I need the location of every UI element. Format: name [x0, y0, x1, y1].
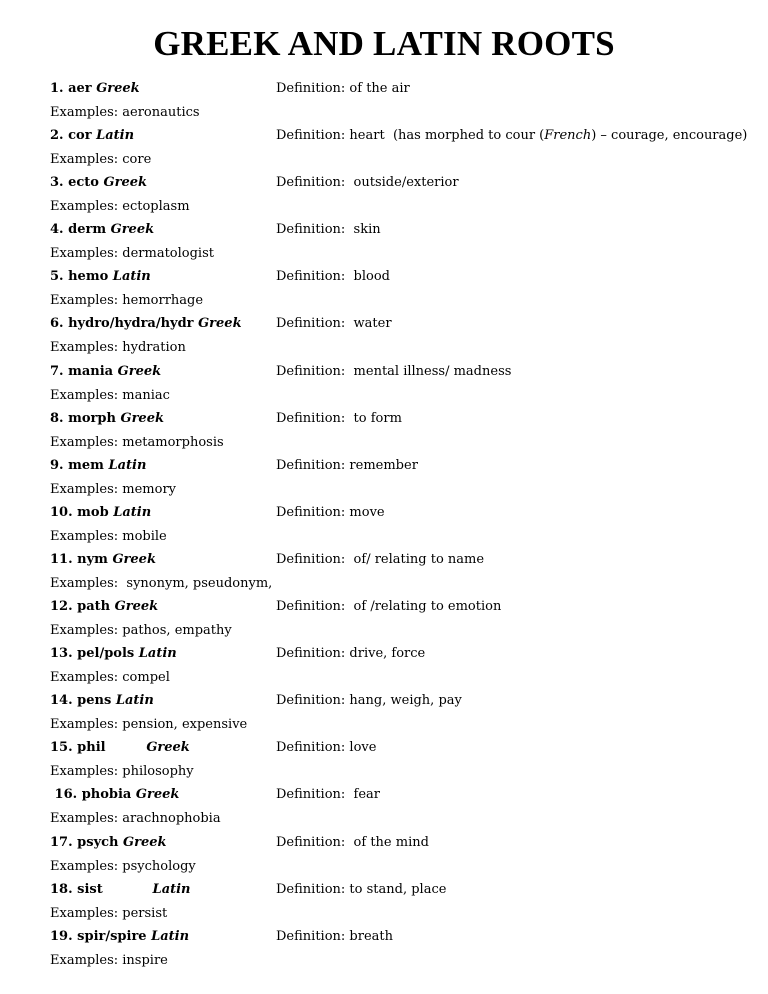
root-term — [50, 832, 167, 854]
definition-label: Definition: — [276, 410, 346, 426]
definition-label: Definition: — [276, 787, 346, 803]
definition — [276, 361, 511, 383]
examples-label: Examples: — [50, 952, 119, 968]
definition-label: Definition: — [276, 551, 346, 567]
definition-label: Definition: — [276, 504, 346, 520]
definition-text: of the mind — [349, 834, 429, 850]
examples — [50, 950, 168, 972]
examples-text: metamorphosis — [122, 434, 224, 450]
root-word: mem — [68, 457, 104, 473]
root-term — [50, 784, 179, 806]
examples-label: Examples: — [50, 340, 119, 356]
root-entry-header — [50, 596, 730, 618]
definition-text: love — [349, 740, 377, 756]
examples-label: Examples: — [50, 293, 119, 309]
entry-number: 3. — [50, 175, 64, 191]
examples-label: Examples: — [50, 152, 119, 168]
page-title: GREEK AND LATIN ROOTS — [153, 24, 615, 63]
root-word: derm — [68, 222, 107, 238]
root-language: Latin — [138, 646, 177, 662]
root-entry — [50, 408, 730, 455]
root-entry — [50, 596, 730, 643]
examples-text: philosophy — [122, 764, 194, 780]
root-entry — [50, 926, 730, 973]
definition-label: Definition: — [276, 457, 346, 473]
root-language: Latin — [151, 928, 190, 944]
root-language: Greek — [117, 363, 162, 379]
examples-text: aeronautics — [122, 105, 200, 120]
examples-label: Examples: — [50, 905, 119, 921]
examples-text: psychology — [122, 858, 196, 874]
definition — [276, 549, 484, 571]
definition-text: of /relating to emotion — [349, 599, 502, 615]
definition-label: Definition: — [276, 175, 346, 191]
root-entry-header — [50, 502, 730, 524]
definition-italic-text: French — [544, 128, 592, 144]
root-language: Greek — [135, 787, 180, 803]
definition-text: move — [349, 504, 385, 520]
root-word: mob — [77, 504, 109, 520]
examples-label: Examples: — [50, 246, 119, 262]
definition-label: Definition: — [276, 316, 346, 332]
examples-label: Examples: — [50, 434, 119, 450]
examples-text: core — [122, 152, 152, 168]
entry-number: 12. — [50, 599, 73, 615]
root-term — [50, 125, 134, 147]
examples-text: compel — [122, 670, 170, 686]
root-term — [50, 596, 158, 618]
examples — [50, 808, 221, 830]
root-language: Greek — [103, 175, 148, 191]
definition-text: of/ relating to name — [349, 551, 485, 567]
examples-label: Examples: — [50, 481, 119, 497]
root-term — [50, 690, 154, 712]
definition-label: Definition: — [276, 646, 346, 662]
entry-number: 2. — [50, 128, 64, 144]
root-entry — [50, 361, 730, 408]
examples — [50, 903, 167, 925]
entry-number: 7. — [50, 363, 64, 379]
root-word: phobia — [81, 787, 132, 803]
entry-number: 11. — [50, 551, 73, 567]
root-term — [50, 926, 189, 948]
root-term — [50, 549, 156, 571]
definition — [276, 690, 462, 712]
root-language: Latin — [113, 504, 152, 520]
examples — [50, 290, 203, 312]
root-entry — [50, 172, 730, 219]
definition — [276, 832, 429, 854]
root-word: pens — [77, 693, 112, 709]
root-term — [50, 172, 147, 194]
root-language: Greek — [110, 222, 155, 238]
definition-text: fear — [349, 787, 381, 803]
examples-label: Examples: — [50, 858, 119, 874]
entry-number: 15. — [50, 740, 73, 756]
root-entry-header — [50, 926, 730, 948]
root-entry — [50, 125, 748, 172]
root-entry — [50, 737, 730, 784]
root-language: Greek — [112, 551, 156, 567]
entry-number: 6. — [50, 316, 64, 332]
examples-text: maniac — [122, 387, 170, 403]
root-list — [50, 78, 748, 973]
examples-label: Examples: — [50, 528, 119, 544]
entry-number: 8. — [50, 410, 64, 426]
examples-text: ectoplasm — [122, 199, 190, 215]
root-word: hemo — [68, 269, 109, 285]
root-language: Latin — [152, 881, 191, 897]
root-term — [50, 313, 242, 335]
root-word: phil — [77, 740, 106, 756]
definition — [276, 125, 747, 147]
definition-text: hang, weigh, pay — [349, 693, 462, 709]
examples — [50, 243, 214, 265]
examples — [50, 102, 200, 124]
root-entry-header — [50, 690, 730, 712]
root-entry — [50, 78, 730, 125]
entry-number: 13. — [50, 646, 73, 662]
examples-label: Examples: — [50, 670, 119, 686]
root-word: path — [77, 599, 111, 615]
root-entry — [50, 643, 730, 690]
definition — [276, 266, 390, 288]
definition — [276, 784, 380, 806]
examples — [50, 856, 196, 878]
examples — [50, 337, 186, 359]
entry-number: 10. — [50, 504, 73, 520]
definition-text: of the air — [349, 81, 410, 96]
root-word: spir/spire — [77, 928, 147, 944]
root-entry — [50, 879, 730, 926]
root-language: Latin — [112, 269, 151, 285]
definition-label: Definition: — [276, 222, 346, 238]
root-entry-header — [50, 643, 730, 665]
definition — [276, 313, 392, 335]
root-language: Greek — [146, 740, 190, 756]
root-word: hydro/hydra/hydr — [68, 316, 194, 332]
entry-number: 1. — [50, 81, 64, 96]
examples — [50, 761, 194, 783]
root-word: mania — [68, 363, 114, 379]
root-entry-header — [50, 784, 730, 806]
root-entry — [50, 502, 730, 549]
root-word: pel/pols — [77, 646, 135, 662]
definition-label: Definition: — [276, 693, 346, 709]
root-entry — [50, 549, 730, 596]
root-entry — [50, 455, 730, 502]
root-entry — [50, 313, 730, 360]
entry-number: 19. — [50, 928, 73, 944]
entry-number: 9. — [50, 457, 64, 473]
examples — [50, 667, 170, 689]
definition-text: drive, force — [349, 646, 426, 662]
definition — [276, 879, 446, 901]
root-term — [50, 455, 146, 477]
root-language: Greek — [114, 599, 159, 615]
root-entry-header — [50, 78, 730, 100]
definition — [276, 596, 501, 618]
root-entry-header — [50, 125, 748, 147]
root-entry-header — [50, 313, 730, 335]
examples-text: pathos, empathy — [122, 623, 232, 639]
root-entry-header — [50, 361, 730, 383]
root-entry — [50, 784, 730, 831]
definition-label: Definition: — [276, 269, 346, 285]
examples — [50, 479, 176, 501]
definition-text: remember — [349, 457, 418, 473]
root-language: Greek — [120, 410, 164, 426]
root-entry-header — [50, 549, 730, 571]
definition-text: to stand, place — [349, 881, 447, 897]
definition — [276, 172, 459, 194]
definition-label: Definition: — [276, 928, 346, 944]
root-word: sist — [77, 881, 103, 897]
examples-text: memory — [122, 481, 176, 497]
root-language: Greek — [198, 316, 242, 332]
definition-text: mental illness/ madness — [349, 363, 512, 379]
root-entry-header — [50, 737, 730, 759]
examples-text: pension, expensive — [122, 717, 248, 733]
examples-label: Examples: — [50, 811, 119, 827]
root-term — [50, 408, 164, 430]
root-word: ecto — [68, 175, 99, 191]
examples-label: Examples: — [50, 387, 119, 403]
definition-text: breath — [349, 928, 393, 944]
definition — [276, 737, 376, 759]
root-entry-header — [50, 879, 730, 901]
definition-label: Definition: — [276, 128, 346, 144]
definition-label: Definition: — [276, 834, 346, 850]
definition — [276, 643, 425, 665]
root-entry-header — [50, 832, 730, 854]
root-entry-header — [50, 266, 730, 288]
definition — [276, 455, 418, 477]
root-language: Latin — [96, 128, 135, 144]
definition-label: Definition: — [276, 599, 346, 615]
examples — [50, 573, 272, 595]
root-entry-header — [50, 455, 730, 477]
examples-label: Examples: — [50, 623, 119, 639]
root-entry-header — [50, 408, 730, 430]
root-entry — [50, 219, 730, 266]
root-term — [50, 266, 151, 288]
root-word: morph — [68, 410, 116, 426]
root-term — [50, 502, 151, 524]
definition — [276, 219, 381, 241]
definition-text: heart (has morphed to cour ( — [349, 128, 545, 144]
examples-text: mobile — [122, 528, 167, 544]
root-word: aer — [68, 81, 92, 96]
entry-number: 16. — [50, 787, 78, 803]
definition — [276, 502, 385, 524]
root-language: Greek — [96, 81, 140, 96]
entry-number: 18. — [50, 881, 73, 897]
root-term — [50, 361, 161, 383]
examples — [50, 196, 190, 218]
definition-text: water — [349, 316, 392, 332]
definition-text: blood — [349, 269, 391, 285]
root-term — [50, 737, 190, 759]
examples-text: dermatologist — [122, 246, 214, 262]
entry-number: 17. — [50, 834, 73, 850]
examples — [50, 714, 247, 736]
root-word: psych — [77, 834, 119, 850]
definition-label: Definition: — [276, 740, 346, 756]
definition — [276, 408, 402, 430]
root-term — [50, 78, 140, 100]
root-word: nym — [77, 551, 108, 567]
root-entry — [50, 266, 730, 313]
definition-label: Definition: — [276, 881, 346, 897]
examples-text: hydration — [122, 340, 186, 356]
root-term — [50, 879, 191, 901]
root-entry — [50, 832, 730, 879]
examples — [50, 149, 151, 171]
root-entry-header — [50, 219, 730, 241]
examples-text: synonym, pseudonym, — [122, 575, 273, 591]
entry-number: 5. — [50, 269, 64, 285]
definition-label: Definition: — [276, 81, 346, 96]
examples-label: Examples: — [50, 717, 119, 733]
definition — [276, 926, 393, 948]
entry-number: 4. — [50, 222, 64, 238]
examples-label: Examples: — [50, 105, 119, 120]
root-term — [50, 219, 154, 241]
root-entry — [50, 690, 730, 737]
examples — [50, 432, 224, 454]
examples — [50, 620, 232, 642]
definition-label: Definition: — [276, 363, 346, 379]
examples-text: inspire — [122, 952, 168, 968]
definition-text: to form — [349, 410, 402, 426]
definition-text-continued: ) – courage, encourage) — [591, 128, 748, 144]
examples — [50, 385, 170, 407]
root-language: Greek — [123, 834, 167, 850]
examples — [50, 526, 167, 548]
examples-text: arachnophobia — [122, 811, 221, 827]
root-language: Latin — [115, 693, 154, 709]
examples-text: persist — [122, 905, 168, 921]
root-entry-header — [50, 172, 730, 194]
examples-label: Examples: — [50, 764, 119, 780]
definition-text: outside/exterior — [349, 175, 459, 191]
definition — [276, 78, 410, 100]
root-language: Latin — [108, 457, 147, 473]
examples-label: Examples: — [50, 575, 119, 591]
examples-text: hemorrhage — [122, 293, 204, 309]
entry-number: 14. — [50, 693, 73, 709]
root-term — [50, 643, 177, 665]
examples-label: Examples: — [50, 199, 119, 215]
definition-text: skin — [349, 222, 381, 238]
root-word: cor — [68, 128, 92, 144]
